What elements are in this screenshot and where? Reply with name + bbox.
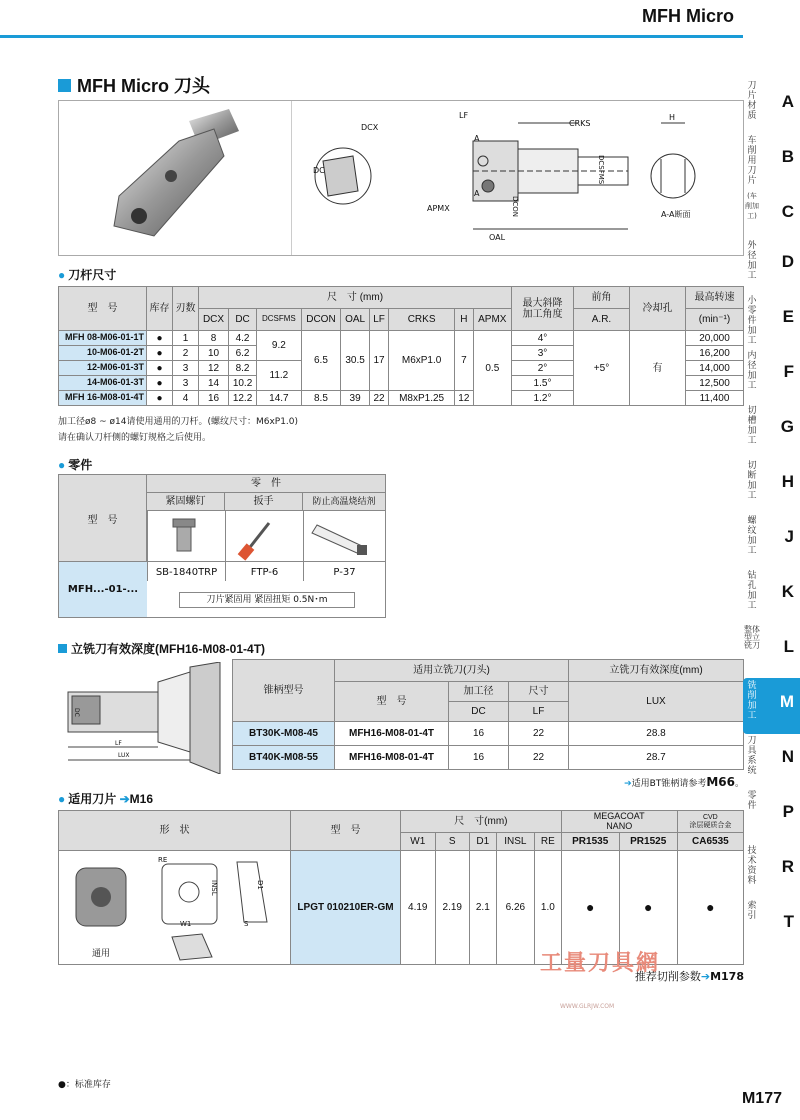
tab-c[interactable]: (车削加工) C — [745, 192, 794, 221]
col-flutes: 刃数 — [173, 287, 199, 331]
insert-fig-re: RE — [158, 856, 168, 864]
cutter-photo — [59, 101, 289, 255]
table-row: BT30K-M08-45 MFH16-M08-01-4T 16 22 28.8 — [233, 722, 744, 746]
tab-f[interactable]: 内径加工 F — [747, 351, 794, 391]
parts-table — [58, 474, 386, 618]
col-h: H — [455, 309, 474, 331]
parts-col-model: 型 号 — [59, 475, 147, 561]
col-dcsfms: DCSFMS — [257, 309, 302, 331]
tab-r[interactable]: 技术资料 R — [747, 846, 794, 886]
table-row: MFH 16-M08-01-4T ● 4 16 12.2 14.7 8.5 39 22 M8xP1.25 12 1.2° 11,400 — [59, 391, 744, 406]
dim-h: H — [669, 113, 676, 122]
tab-n[interactable]: 刀具系统 N — [747, 736, 794, 776]
table-row: MFH 08-M06-01-1T ● 1 8 4.2 9.2 6.5 30.5 17 M6xP1.0 7 0.5 4° +5° 有 20,000 — [59, 331, 744, 346]
section-mark-a-top: A — [474, 134, 480, 143]
dim-oal: OAL — [489, 233, 506, 242]
dim-dcsfms: DCSFMS — [597, 155, 605, 185]
depth-section-title: 立铣刀有效深度(MFH16-M08-01-4T) — [58, 640, 265, 657]
col-coolant: 冷却孔 — [630, 287, 686, 331]
parts-grease-cell: P-37 — [333, 567, 356, 578]
shank-section-title: ● 刀杆尺寸 — [58, 268, 117, 282]
col-shank-model: 锥柄型号 — [233, 660, 335, 722]
depth-table: 锥柄型号 适用立铣刀(刀头) 立铣刀有效深度(mm) 型 号 加工径 尺寸 LUX DC LF BT30K-M08-45 MFH16-M08-01-4T 16 22 28.8 BT40K-M08-55 MFH16-M08-01-4T 16 22 28.7 — [232, 659, 744, 770]
col-model: 型 号 — [59, 287, 147, 331]
parts-images — [147, 511, 385, 561]
col-shape: 形 状 — [59, 811, 291, 851]
tab-j[interactable]: 螺纹加工 J — [747, 516, 794, 556]
table-row: LPGT 010210ER-GM 4.19 2.19 2.1 6.26 1.0 ● ● ● — [59, 851, 744, 965]
tab-t[interactable]: 索引 T — [747, 901, 794, 931]
col-crks: CRKS — [389, 309, 455, 331]
cutting-reference[interactable]: 推荐切削参数➔M178 — [634, 970, 744, 983]
col-depth: 立铣刀有效深度(mm) — [569, 660, 744, 682]
table-row: 14-M06-01-3T ● 3 14 10.2 1.5° 12,500 — [59, 376, 744, 391]
col-dimensions: 尺 寸 (mm) — [199, 287, 512, 309]
tab-e[interactable]: 小零件加工 E — [747, 296, 794, 346]
table-row: 10-M06-01-2T ● 2 10 6.2 3° 16,200 — [59, 346, 744, 361]
shank-note-1: 加工径ø8 ~ ø14请使用通用的刀杆。(螺纹尺寸：M6xP1.0) — [58, 417, 299, 427]
col-megacoat: MEGACOAT NANO — [561, 811, 677, 833]
section-title: MFH Micro 刀头 — [58, 72, 210, 98]
bullet-icon: ● — [58, 268, 66, 282]
square-bullet-icon — [58, 644, 67, 653]
dim-lf: LF — [459, 111, 469, 120]
depth-fig-lux: LUX — [118, 752, 130, 759]
table-row: 12-M06-01-3T ● 3 12 8.2 11.2 2° 14,000 — [59, 361, 744, 376]
col-rpm-sub: (min⁻¹) — [686, 309, 744, 331]
depth-fig-lf: LF — [115, 740, 122, 747]
tab-p[interactable]: 零件 P — [747, 791, 794, 821]
col-rpm: 最高转速 — [686, 287, 744, 309]
insert-fig-insl: INSL — [210, 880, 218, 896]
col-lf: LF — [369, 309, 388, 331]
parts-torque-note: 刀片紧固用 紧固扭矩 0.5N･m — [179, 592, 355, 608]
tab-k[interactable]: 钻孔加工 K — [747, 571, 794, 611]
col-dcx: DCX — [199, 309, 229, 331]
parts-col-wrench: 扳手 — [225, 493, 303, 511]
col-stock: 库存 — [147, 287, 173, 331]
inserts-section-title: ● 适用刀片 ➔M16 — [58, 792, 154, 806]
bullet-icon: ● — [58, 792, 66, 806]
insert-fig-s: S — [244, 920, 249, 928]
col-insert-dims: 尺 寸(mm) — [401, 811, 562, 833]
parts-col-screw: 紧固螺钉 — [147, 493, 225, 511]
page-header-title: MFH Micro — [642, 6, 734, 26]
page-number: M177 — [741, 1090, 782, 1107]
col-rake: 前角 — [574, 287, 630, 309]
dim-dcon: DCON — [511, 196, 519, 218]
product-image-panel — [58, 100, 744, 256]
tab-g[interactable]: 切槽加工 G — [747, 406, 794, 446]
col-rake-sub: A.R. — [574, 309, 630, 331]
dim-dcx: DCX — [361, 123, 379, 132]
watermark-logo: 工量刀具網 — [540, 951, 661, 976]
dim-apmx: APMX — [427, 204, 450, 213]
tab-d[interactable]: 外径加工 D — [747, 241, 794, 281]
insert-fig-w1: W1 — [180, 920, 192, 928]
shank-table — [58, 286, 744, 406]
arrow-right-icon: ➔ — [700, 970, 711, 983]
square-bullet-icon — [58, 79, 71, 92]
bullet-icon: ● — [58, 458, 66, 472]
parts-section-title: ● 零件 — [58, 458, 93, 472]
tab-l[interactable]: 整体型立铣刀 L — [744, 625, 794, 656]
parts-model-cell: MFH...-01-... — [59, 562, 147, 617]
col-oal: OAL — [341, 309, 370, 331]
parts-col-grease: 防止高温烧结剂 — [303, 493, 385, 511]
tab-m[interactable]: 铣削加工 M — [743, 678, 800, 734]
col-ramp: 最大斜降 加工角度 — [512, 287, 574, 331]
image-divider — [291, 101, 292, 255]
depth-fig-dc: DC — [73, 708, 80, 717]
header-rule — [0, 35, 743, 38]
tab-a[interactable]: 刀片材质 A — [747, 81, 794, 121]
col-cvd: CVD 涂层硬质合金 — [677, 811, 743, 833]
col-dcon: DCON — [301, 309, 341, 331]
parts-screw-cell: SB-1840TRP — [155, 567, 218, 578]
parts-wrench-cell: FTP-6 — [250, 567, 279, 578]
depth-figure — [60, 662, 225, 774]
bt-reference[interactable]: ➔适用BT锥柄请参考M66。 — [624, 775, 744, 789]
section-aa-label: A-A断面 — [661, 210, 691, 219]
insert-general-label: 通用 — [92, 949, 111, 959]
watermark-url: WWW.GLRJW.COM — [560, 1003, 615, 1010]
col-apmx: APMX — [473, 309, 511, 331]
parts-col-parts: 零 件 — [147, 475, 385, 493]
dim-crks: CRKS — [569, 119, 591, 128]
tab-b[interactable]: 车削用刀片 B — [747, 136, 794, 186]
col-dc: DC — [229, 309, 257, 331]
stock-legend: ●：标准库存 — [58, 1080, 111, 1090]
arrow-right-icon: ➔ — [119, 792, 130, 806]
table-row: BT40K-M08-55 MFH16-M08-01-4T 16 22 28.7 — [233, 746, 744, 770]
arrow-right-icon: ➔ — [624, 779, 632, 789]
col-insert-model: 型 号 — [291, 811, 401, 851]
section-mark-a-bottom: A — [474, 189, 480, 198]
col-endmill: 适用立铣刀(刀头) — [335, 660, 569, 682]
shank-note-2: 请在确认刀杆侧的螺钉规格之后使用。 — [58, 433, 212, 443]
insert-fig-d1: D1 — [256, 880, 264, 890]
inserts-table: 形 状 型 号 尺 寸(mm) MEGACOAT NANO CVD 涂层硬质合金 W1 S D1 INSL RE PR1535 PR1525 CA6535 LPGT 010210ER-GM 4.19 2.19 2.1 6.26 1.0 ● ● ● — [58, 810, 744, 965]
dim-dc: DC — [313, 166, 325, 175]
header-band — [0, 0, 743, 36]
tab-h[interactable]: 切断加工 H — [747, 461, 794, 501]
